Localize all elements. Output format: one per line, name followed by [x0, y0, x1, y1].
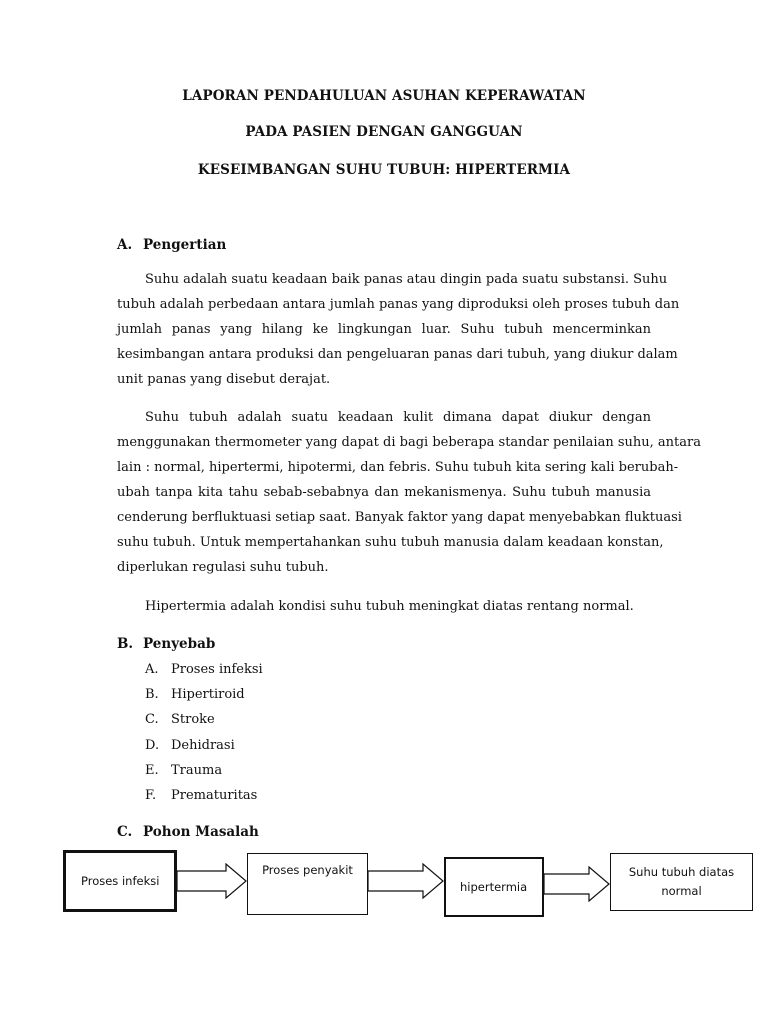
arrow-3-right-icon: [543, 866, 611, 902]
paragraph-2-line: cenderung berfluktuasi setiap saat. Banyak faktor yang dapat menyebabkan fluktuasi: [117, 510, 682, 525]
list-text: Trauma: [171, 762, 223, 778]
list-text: Stroke: [171, 712, 215, 728]
list-item: [145, 733, 263, 758]
problem-box-label: Suhu tubuh diatas: [628, 865, 735, 879]
problem-box-label: hipertermia: [460, 880, 528, 894]
list-marker: A.: [145, 662, 159, 677]
paragraph-1-line: jumlah panas yang hilang ke lingkungan luar. Suhu tubuh mencerminkan: [117, 322, 651, 337]
list-text: Hipertiroid: [171, 687, 245, 703]
problem-box-disease-process: [247, 853, 368, 915]
list-item: [145, 682, 263, 707]
problem-box-label: Proses infeksi: [81, 874, 160, 888]
list-marker: D.: [145, 737, 160, 753]
paragraph-1-line: tubuh adalah perbedaan antara jumlah panas yang diproduksi oleh proses tubuh dan: [117, 297, 680, 312]
paragraph-2-line: lain : normal, hipertermi, hipotermi, dan febris. Suhu tubuh kita sering kali berubah-: [117, 460, 679, 475]
cause-list: [145, 657, 263, 808]
problem-box-label: Proses penyakit: [262, 863, 353, 877]
list-text: Dehidrasi: [171, 737, 235, 753]
arrow-2-right-icon: [367, 863, 445, 899]
paragraph-3-line: Hipertermia adalah kondisi suhu tubuh meningkat diatas rentang normal.: [145, 599, 634, 614]
paragraph-2: [117, 405, 701, 580]
section-b-heading: [117, 636, 215, 652]
list-item: [145, 783, 263, 808]
section-b-letter: B.: [117, 636, 134, 652]
list-marker: E.: [145, 762, 159, 778]
section-a-heading: [117, 237, 226, 253]
paragraph-2-line: menggunakan thermometer yang dapat di bagi beberapa standar penilaian suhu, antara: [117, 435, 701, 450]
paragraph-1-line: kesimbangan antara produksi dan pengeluaran panas dari tubuh, yang diukur dalam: [117, 347, 678, 362]
section-b-title: Penyebab: [143, 636, 216, 652]
section-c-heading: [117, 824, 259, 840]
paragraph-1-line: unit panas yang disebut derajat.: [117, 372, 331, 387]
section-c-title: Pohon Masalah: [143, 824, 259, 840]
list-marker: F.: [145, 788, 157, 804]
section-c-letter: C.: [117, 824, 133, 840]
paragraph-2-line: ubah tanpa kita tahu sebab-sebabnya dan mekanismenya. Suhu tubuh manusia: [117, 485, 651, 500]
list-item: [145, 707, 263, 732]
paragraph-2-line: suhu tubuh. Untuk mempertahankan suhu tubuh manusia dalam keadaan konstan,: [117, 535, 664, 550]
list-item: [145, 657, 263, 682]
list-text: Proses infeksi: [171, 662, 263, 677]
problem-box-hyperthermia: [444, 857, 544, 917]
section-a-letter: A.: [117, 237, 133, 253]
list-text: Prematuritas: [171, 788, 258, 804]
list-marker: C.: [145, 712, 159, 728]
title-line-3: KESEIMBANGAN SUHU TUBUH: HIPERTERMIA: [197, 162, 571, 178]
paragraph-2-line: diperlukan regulasi suhu tubuh.: [117, 560, 329, 575]
title-line-1: LAPORAN PENDAHULUAN ASUHAN KEPERAWATAN: [182, 88, 586, 104]
section-a-title: Pengertian: [143, 237, 227, 253]
title-line-2: PADA PASIEN DENGAN GANGGUAN: [245, 124, 523, 140]
paragraph-2-line: Suhu tubuh adalah suatu keadaan kulit dimana dapat diukur dengan: [145, 410, 651, 425]
problem-box-temperature: [610, 853, 753, 911]
paragraph-3: [117, 594, 651, 619]
problem-box-label: normal: [661, 884, 702, 898]
list-marker: B.: [145, 687, 159, 703]
list-item: [145, 758, 263, 783]
paragraph-1: [117, 267, 680, 392]
problem-box-infection: [63, 850, 177, 912]
paragraph-1-line: Suhu adalah suatu keadaan baik panas atau dingin pada suatu substansi. Suhu: [145, 272, 668, 287]
arrow-1-right-icon: [176, 863, 248, 899]
